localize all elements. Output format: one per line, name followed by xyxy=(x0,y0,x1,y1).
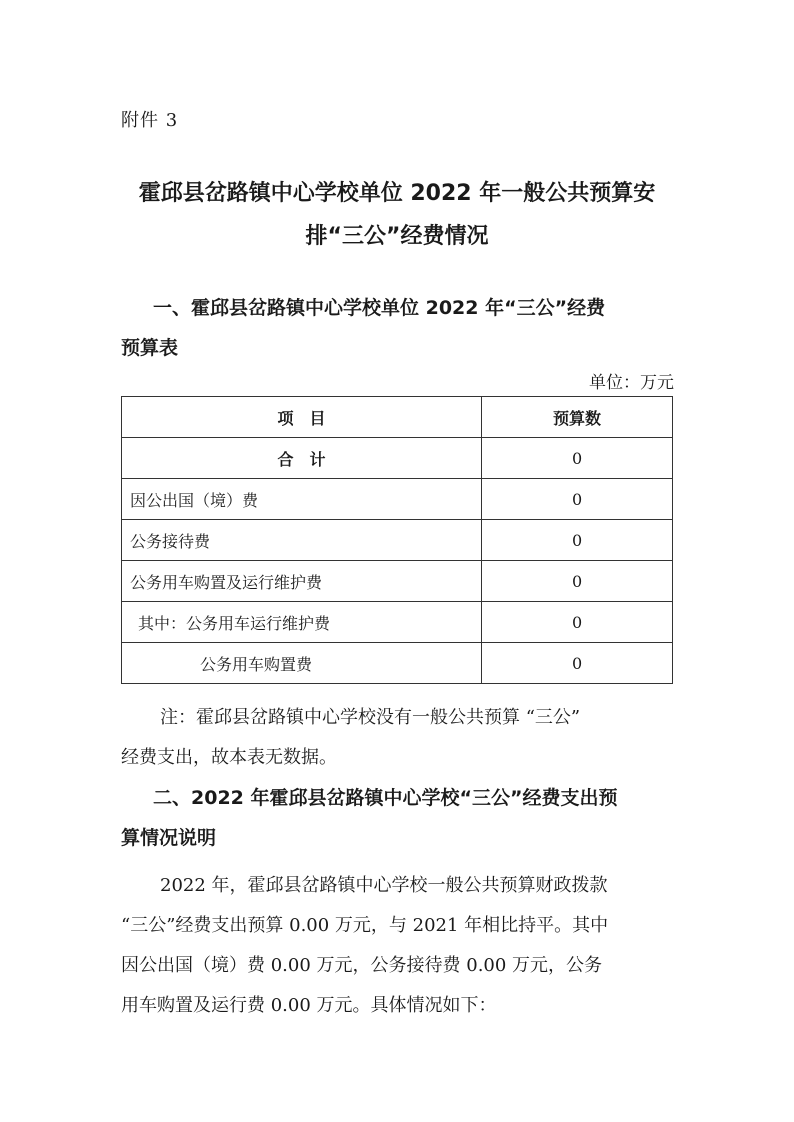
row-value: 0 xyxy=(482,561,673,602)
row-value: 0 xyxy=(482,438,673,479)
table-row xyxy=(122,479,673,520)
row-label: 因公出国（境）费 xyxy=(122,479,482,520)
attachment-label: 附件 3 xyxy=(121,110,179,131)
document-title-line-2: 排“三公”经费情况 xyxy=(305,224,489,249)
table-row xyxy=(122,520,673,561)
table-row xyxy=(122,643,673,684)
table-note-continued: 经费支出，故本表无数据。 xyxy=(121,747,337,768)
row-value: 0 xyxy=(482,602,673,643)
document-title-line-1: 霍邱县岔路镇中心学校单位 2022 年一般公共预算安 xyxy=(138,181,656,206)
table-header-row xyxy=(122,397,673,438)
section-2-heading: 二、2022 年霍邱县岔路镇中心学校“三公”经费支出预 xyxy=(153,787,618,809)
unit-label: 单位：万元 xyxy=(589,373,674,393)
section-1-heading: 一、霍邱县岔路镇中心学校单位 2022 年“三公”经费 xyxy=(153,297,606,319)
table-note: 注：霍邱县岔路镇中心学校没有一般公共预算 “三公” xyxy=(160,707,581,728)
table-row xyxy=(122,438,673,479)
budget-table xyxy=(121,396,673,684)
explanation-paragraph-line: “三公”经费支出预算 0.00 万元，与 2021 年相比持平。其中 xyxy=(121,915,609,936)
table-row xyxy=(122,602,673,643)
section-1-heading-continued: 预算表 xyxy=(121,337,179,359)
explanation-paragraph-line: 用车购置及运行费 0.00 万元。具体情况如下： xyxy=(121,995,497,1016)
row-label-total: 合 计 xyxy=(122,438,482,479)
column-header-item: 项 目 xyxy=(122,397,482,438)
table-row xyxy=(122,561,673,602)
row-value: 0 xyxy=(482,643,673,684)
row-label: 公务用车购置费 xyxy=(122,643,482,684)
row-label: 其中：公务用车运行维护费 xyxy=(122,602,482,643)
row-label: 公务接待费 xyxy=(122,520,482,561)
row-value: 0 xyxy=(482,520,673,561)
column-header-budget: 预算数 xyxy=(482,397,673,438)
section-2-heading-continued: 算情况说明 xyxy=(121,827,217,849)
row-label: 公务用车购置及运行维护费 xyxy=(122,561,482,602)
explanation-paragraph-line: 因公出国（境）费 0.00 万元，公务接待费 0.00 万元，公务 xyxy=(121,955,603,976)
row-value: 0 xyxy=(482,479,673,520)
explanation-paragraph-line: 2022 年，霍邱县岔路镇中心学校一般公共预算财政拨款 xyxy=(160,875,608,896)
